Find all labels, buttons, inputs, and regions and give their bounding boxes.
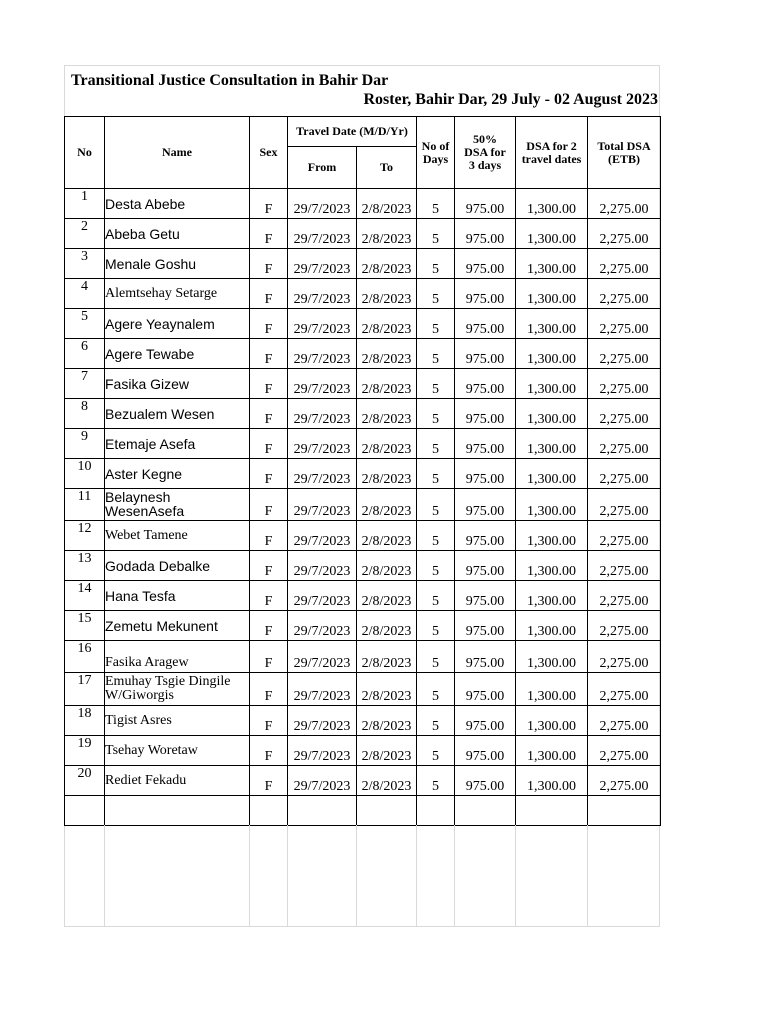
- table-row: [65, 219, 661, 249]
- empty-cell: [357, 796, 417, 826]
- empty-cell: [65, 796, 105, 826]
- grid-line: [104, 825, 105, 927]
- cell-dsa-travel: 1,300.00: [516, 581, 588, 611]
- cell-total: 2,275.00: [588, 706, 661, 736]
- cell-sex: F: [250, 399, 288, 429]
- header-from: From: [288, 147, 357, 189]
- cell-total: 2,275.00: [588, 429, 661, 459]
- table-row: [65, 399, 661, 429]
- cell-from: 29/7/2023: [288, 459, 357, 489]
- cell-dsa-travel: 1,300.00: [516, 309, 588, 339]
- header-travel-date: Travel Date (M/D/Yr): [288, 117, 417, 147]
- cell-total: 2,275.00: [588, 189, 661, 219]
- cell-to: 2/8/2023: [357, 429, 417, 459]
- cell-from: 29/7/2023: [288, 736, 357, 766]
- cell-dsa-travel: 1,300.00: [516, 611, 588, 641]
- cell-dsa-50: 975.00: [455, 706, 516, 736]
- cell-total: 2,275.00: [588, 736, 661, 766]
- cell-name: Rediet Fekadu: [105, 766, 250, 796]
- cell-sex: F: [250, 706, 288, 736]
- cell-total: 2,275.00: [588, 279, 661, 309]
- cell-name: Desta Abebe: [105, 189, 250, 219]
- cell-sex: F: [250, 309, 288, 339]
- cell-dsa-travel: 1,300.00: [516, 673, 588, 706]
- cell-to: 2/8/2023: [357, 641, 417, 673]
- cell-dsa-50: 975.00: [455, 551, 516, 581]
- cell-dsa-travel: 1,300.00: [516, 189, 588, 219]
- cell-sex: F: [250, 339, 288, 369]
- cell-no: 2: [65, 219, 105, 249]
- cell-to: 2/8/2023: [357, 489, 417, 521]
- cell-dsa-travel: 1,300.00: [516, 339, 588, 369]
- header-days: No of Days: [417, 117, 455, 189]
- cell-days: 5: [417, 279, 455, 309]
- cell-name: Webet Tamene: [105, 521, 250, 551]
- cell-dsa-travel: 1,300.00: [516, 489, 588, 521]
- header-dsa-travel: DSA for 2 travel dates: [516, 117, 588, 189]
- cell-days: 5: [417, 706, 455, 736]
- cell-dsa-50: 975.00: [455, 279, 516, 309]
- cell-no: 6: [65, 339, 105, 369]
- cell-dsa-travel: 1,300.00: [516, 641, 588, 673]
- cell-from: 29/7/2023: [288, 766, 357, 796]
- cell-total: 2,275.00: [588, 249, 661, 279]
- grid-line: [287, 825, 288, 927]
- cell-no: 5: [65, 309, 105, 339]
- header-dsa-50: 50% DSA for 3 days: [455, 117, 516, 189]
- table-row: [65, 766, 661, 796]
- grid-line: [249, 825, 250, 927]
- cell-sex: F: [250, 249, 288, 279]
- cell-sex: F: [250, 429, 288, 459]
- cell-dsa-50: 975.00: [455, 399, 516, 429]
- cell-name: Abeba Getu: [105, 219, 250, 249]
- cell-days: 5: [417, 521, 455, 551]
- cell-no: 9: [65, 429, 105, 459]
- cell-name: Bezualem Wesen: [105, 399, 250, 429]
- cell-days: 5: [417, 429, 455, 459]
- cell-dsa-50: 975.00: [455, 249, 516, 279]
- header-name: Name: [105, 117, 250, 189]
- cell-days: 5: [417, 399, 455, 429]
- cell-dsa-travel: 1,300.00: [516, 766, 588, 796]
- cell-dsa-50: 975.00: [455, 641, 516, 673]
- cell-sex: F: [250, 581, 288, 611]
- cell-no: 15: [65, 611, 105, 641]
- cell-sex: F: [250, 551, 288, 581]
- cell-dsa-50: 975.00: [455, 766, 516, 796]
- cell-name: Zemetu Mekunent: [105, 611, 250, 641]
- cell-dsa-travel: 1,300.00: [516, 399, 588, 429]
- empty-cell: [588, 796, 661, 826]
- grid-line: [416, 825, 417, 927]
- table-row: [65, 459, 661, 489]
- table-row: [65, 429, 661, 459]
- cell-name: Agere Yeaynalem: [105, 309, 250, 339]
- header-no: No: [65, 117, 105, 189]
- cell-dsa-50: 975.00: [455, 309, 516, 339]
- cell-no: 14: [65, 581, 105, 611]
- empty-cell: [455, 796, 516, 826]
- cell-dsa-50: 975.00: [455, 189, 516, 219]
- cell-to: 2/8/2023: [357, 766, 417, 796]
- header-total-dsa: Total DSA (ETB): [588, 117, 661, 189]
- cell-from: 29/7/2023: [288, 641, 357, 673]
- cell-name: Emuhay Tsgie Dingile W/Giworgis: [105, 673, 250, 706]
- cell-name: Agere Tewabe: [105, 339, 250, 369]
- cell-no: 13: [65, 551, 105, 581]
- cell-name: Menale Goshu: [105, 249, 250, 279]
- cell-dsa-travel: 1,300.00: [516, 736, 588, 766]
- cell-total: 2,275.00: [588, 641, 661, 673]
- table-row: [65, 309, 661, 339]
- cell-total: 2,275.00: [588, 339, 661, 369]
- cell-days: 5: [417, 551, 455, 581]
- cell-dsa-travel: 1,300.00: [516, 706, 588, 736]
- cell-days: 5: [417, 489, 455, 521]
- cell-days: 5: [417, 766, 455, 796]
- cell-from: 29/7/2023: [288, 429, 357, 459]
- header-sex: Sex: [250, 117, 288, 189]
- cell-total: 2,275.00: [588, 766, 661, 796]
- table-row: [65, 706, 661, 736]
- table-row: [65, 189, 661, 219]
- cell-to: 2/8/2023: [357, 459, 417, 489]
- cell-no: 12: [65, 521, 105, 551]
- cell-dsa-50: 975.00: [455, 339, 516, 369]
- cell-days: 5: [417, 459, 455, 489]
- cell-dsa-50: 975.00: [455, 581, 516, 611]
- cell-sex: F: [250, 766, 288, 796]
- cell-dsa-50: 975.00: [455, 489, 516, 521]
- cell-dsa-travel: 1,300.00: [516, 429, 588, 459]
- cell-sex: F: [250, 736, 288, 766]
- table-row: [65, 369, 661, 399]
- cell-days: 5: [417, 309, 455, 339]
- cell-to: 2/8/2023: [357, 219, 417, 249]
- roster-table: [64, 116, 661, 826]
- table-row: [65, 736, 661, 766]
- grid-line: [356, 825, 357, 927]
- cell-to: 2/8/2023: [357, 369, 417, 399]
- cell-total: 2,275.00: [588, 459, 661, 489]
- empty-cell: [105, 796, 250, 826]
- cell-no: 3: [65, 249, 105, 279]
- cell-days: 5: [417, 611, 455, 641]
- cell-dsa-travel: 1,300.00: [516, 249, 588, 279]
- empty-cell: [417, 796, 455, 826]
- cell-days: 5: [417, 736, 455, 766]
- cell-dsa-50: 975.00: [455, 736, 516, 766]
- cell-sex: F: [250, 459, 288, 489]
- cell-total: 2,275.00: [588, 489, 661, 521]
- cell-sex: F: [250, 489, 288, 521]
- cell-from: 29/7/2023: [288, 309, 357, 339]
- cell-no: 17: [65, 673, 105, 706]
- cell-to: 2/8/2023: [357, 249, 417, 279]
- cell-dsa-50: 975.00: [455, 673, 516, 706]
- cell-days: 5: [417, 249, 455, 279]
- cell-to: 2/8/2023: [357, 521, 417, 551]
- empty-cell: [516, 796, 588, 826]
- cell-dsa-50: 975.00: [455, 369, 516, 399]
- cell-dsa-50: 975.00: [455, 219, 516, 249]
- cell-no: 4: [65, 279, 105, 309]
- table-row: [65, 339, 661, 369]
- cell-to: 2/8/2023: [357, 399, 417, 429]
- empty-grid-area: [64, 825, 660, 927]
- cell-from: 29/7/2023: [288, 279, 357, 309]
- cell-name: Belaynesh WesenAsefa: [105, 489, 250, 521]
- table-row: [65, 641, 661, 673]
- cell-total: 2,275.00: [588, 611, 661, 641]
- cell-total: 2,275.00: [588, 219, 661, 249]
- cell-to: 2/8/2023: [357, 339, 417, 369]
- cell-from: 29/7/2023: [288, 673, 357, 706]
- cell-name: Alemtsehay Setarge: [105, 279, 250, 309]
- cell-total: 2,275.00: [588, 369, 661, 399]
- cell-from: 29/7/2023: [288, 581, 357, 611]
- cell-name: Godada Debalke: [105, 551, 250, 581]
- cell-no: 10: [65, 459, 105, 489]
- cell-days: 5: [417, 673, 455, 706]
- cell-sex: F: [250, 611, 288, 641]
- cell-no: 8: [65, 399, 105, 429]
- grid-line: [587, 825, 588, 927]
- cell-from: 29/7/2023: [288, 611, 357, 641]
- cell-to: 2/8/2023: [357, 673, 417, 706]
- cell-days: 5: [417, 369, 455, 399]
- cell-days: 5: [417, 339, 455, 369]
- cell-dsa-travel: 1,300.00: [516, 551, 588, 581]
- cell-no: 1: [65, 189, 105, 219]
- cell-to: 2/8/2023: [357, 736, 417, 766]
- cell-no: 20: [65, 766, 105, 796]
- cell-total: 2,275.00: [588, 399, 661, 429]
- cell-sex: F: [250, 521, 288, 551]
- cell-name: Tigist Asres: [105, 706, 250, 736]
- table-row: [65, 279, 661, 309]
- cell-sex: F: [250, 279, 288, 309]
- cell-dsa-travel: 1,300.00: [516, 279, 588, 309]
- cell-days: 5: [417, 189, 455, 219]
- cell-sex: F: [250, 673, 288, 706]
- cell-from: 29/7/2023: [288, 219, 357, 249]
- table-row: [65, 611, 661, 641]
- cell-from: 29/7/2023: [288, 489, 357, 521]
- cell-no: 19: [65, 736, 105, 766]
- cell-from: 29/7/2023: [288, 706, 357, 736]
- cell-from: 29/7/2023: [288, 249, 357, 279]
- cell-name: Etemaje Asefa: [105, 429, 250, 459]
- cell-dsa-travel: 1,300.00: [516, 521, 588, 551]
- cell-name: Fasika Gizew: [105, 369, 250, 399]
- cell-dsa-travel: 1,300.00: [516, 369, 588, 399]
- cell-dsa-travel: 1,300.00: [516, 219, 588, 249]
- cell-to: 2/8/2023: [357, 581, 417, 611]
- table-row: [65, 521, 661, 551]
- cell-to: 2/8/2023: [357, 551, 417, 581]
- empty-cell: [288, 796, 357, 826]
- cell-name: Fasika Aragew: [105, 641, 250, 673]
- cell-sex: F: [250, 189, 288, 219]
- cell-from: 29/7/2023: [288, 551, 357, 581]
- cell-to: 2/8/2023: [357, 706, 417, 736]
- cell-dsa-50: 975.00: [455, 521, 516, 551]
- cell-to: 2/8/2023: [357, 611, 417, 641]
- cell-to: 2/8/2023: [357, 279, 417, 309]
- grid-line: [515, 825, 516, 927]
- table-row: [65, 489, 661, 521]
- document-title: Transitional Justice Consultation in Bahir Dar: [71, 72, 389, 89]
- cell-sex: F: [250, 219, 288, 249]
- cell-from: 29/7/2023: [288, 189, 357, 219]
- table-row: [65, 551, 661, 581]
- cell-total: 2,275.00: [588, 581, 661, 611]
- cell-sex: F: [250, 641, 288, 673]
- cell-total: 2,275.00: [588, 309, 661, 339]
- cell-dsa-50: 975.00: [455, 611, 516, 641]
- cell-name: Tsehay Woretaw: [105, 736, 250, 766]
- cell-from: 29/7/2023: [288, 339, 357, 369]
- cell-to: 2/8/2023: [357, 309, 417, 339]
- cell-no: 16: [65, 641, 105, 673]
- cell-to: 2/8/2023: [357, 189, 417, 219]
- header-to: To: [357, 147, 417, 189]
- table-row: [65, 673, 661, 706]
- cell-from: 29/7/2023: [288, 369, 357, 399]
- cell-no: 7: [65, 369, 105, 399]
- cell-dsa-50: 975.00: [455, 459, 516, 489]
- cell-dsa-50: 975.00: [455, 429, 516, 459]
- cell-total: 2,275.00: [588, 551, 661, 581]
- cell-days: 5: [417, 641, 455, 673]
- document-subtitle: Roster, Bahir Dar, 29 July - 02 August 2023: [363, 91, 658, 108]
- cell-from: 29/7/2023: [288, 399, 357, 429]
- table-row: [65, 581, 661, 611]
- cell-total: 2,275.00: [588, 673, 661, 706]
- table-row: [65, 249, 661, 279]
- cell-days: 5: [417, 219, 455, 249]
- cell-days: 5: [417, 581, 455, 611]
- cell-sex: F: [250, 369, 288, 399]
- empty-cell: [250, 796, 288, 826]
- cell-no: 11: [65, 489, 105, 521]
- cell-name: Hana Tesfa: [105, 581, 250, 611]
- cell-total: 2,275.00: [588, 521, 661, 551]
- cell-no: 18: [65, 706, 105, 736]
- cell-name: Aster Kegne: [105, 459, 250, 489]
- cell-dsa-travel: 1,300.00: [516, 459, 588, 489]
- grid-line: [454, 825, 455, 927]
- empty-row: [65, 796, 661, 826]
- cell-from: 29/7/2023: [288, 521, 357, 551]
